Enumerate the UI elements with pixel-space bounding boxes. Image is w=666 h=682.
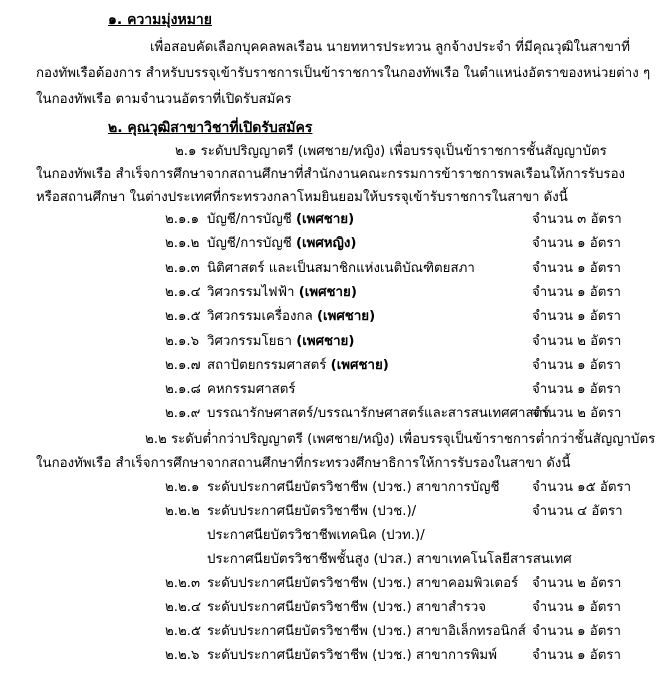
item-name: บัญชี/การบัญชี xyxy=(207,212,292,227)
item-amount: จำนวน ๓ อัตรา xyxy=(532,212,622,227)
item-amount: จำนวน ๑ อัตรา xyxy=(532,600,622,615)
item-name: ระดับประกาศนียบัตรวิชาชีพ (ปวช.) สาขาการบัญชี xyxy=(207,480,500,495)
item-number: ๒.๒.๔ xyxy=(165,600,202,615)
item-name: วิศวกรรมไฟฟ้า xyxy=(207,284,295,300)
section-1-title: ๑. ความมุ่งหมาย xyxy=(108,12,212,28)
item-label xyxy=(207,404,549,424)
item-label xyxy=(207,307,375,327)
item-number: ๒.๑.๔ xyxy=(165,284,201,300)
item-label xyxy=(207,526,425,546)
item-gender-note: (เพศหญิง) xyxy=(295,236,357,252)
section-2-1-line-2: ในกองทัพเรือ สำเร็จการศึกษาจากสถานศึกษาที่สำนักงานคณะกรรมการข้าราชการพลเรือนให้การรับรอง xyxy=(36,167,626,182)
item-name: วิศวกรรมโยธา xyxy=(207,333,292,349)
section-1-para-line-1: เพื่อสอบคัดเลือกบุคคลพลเรือน นายทหารประทวน ลูกจ้างประจำ ที่มีคุณวุฒิในสาขาที่ xyxy=(150,40,631,55)
item-label xyxy=(207,283,357,303)
item-gender-note: (เพศชาย) xyxy=(296,333,355,349)
item-gender-note: (เพศชาย) xyxy=(295,212,355,227)
item-name: บรรณารักษศาสตร์/บรรณารักษศาสตร์และสารสนเทศศาสตร์ xyxy=(207,406,550,422)
item-label xyxy=(207,622,526,642)
item-number: ๒.๑.๘ xyxy=(165,382,201,398)
item-amount: จำนวน ๑ อัตรา xyxy=(532,624,622,639)
item-label xyxy=(207,210,354,230)
item-name: ระดับประกาศนียบัตรวิชาชีพ (ปวช.) สาขาอิเล็กทรอนิกส์ xyxy=(207,624,526,639)
item-amount: จำนวน ๒ อัตรา xyxy=(532,576,622,591)
item-label xyxy=(207,356,389,376)
item-amount: จำนวน ๒ อัตรา xyxy=(532,333,622,349)
item-label xyxy=(207,478,499,498)
item-gender-note: (เพศชาย) xyxy=(316,309,376,325)
item-number: ๒.๒.๑ xyxy=(165,480,200,495)
section-2-title: ๒. คุณวุฒิสาขาวิชาที่เปิดรับสมัคร xyxy=(108,120,313,136)
item-name: นิติศาสตร์ และเป็นสมาชิกแห่งเนติบัณฑิตยสภา xyxy=(207,260,475,276)
item-amount: จำนวน ๒ อัตรา xyxy=(532,406,622,422)
item-name: ระดับประกาศนียบัตรวิชาชีพ (ปวช.) สาขาการพิมพ์ xyxy=(207,648,497,663)
section-1-para-line-3: ในกองทัพเรือ ตามจำนวนอัตราที่เปิดรับสมัคร xyxy=(36,92,292,107)
item-label xyxy=(207,380,296,400)
section-2-2-line-2: ในกองทัพเรือ สำเร็จการศึกษาจากสถานศึกษาที่กระทรวงศึกษาธิการให้การรับรองในสาขา ดังนี้ xyxy=(36,456,571,471)
item-number: ๒.๑.๑ xyxy=(165,212,200,227)
item-name: วิศวกรรมเครื่องกล xyxy=(207,309,313,325)
item-name: ประกาศนียบัตรวิชาชีพชั้นสูง (ปวส.) สาขาเทคโนโลยีสารสนเทศ xyxy=(207,552,572,567)
item-label xyxy=(207,550,572,570)
item-name: ประกาศนียบัตรวิชาชีพเทคนิค (ปวท.)/ xyxy=(207,528,425,543)
item-amount: จำนวน ๔ อัตรา xyxy=(532,504,623,519)
item-label xyxy=(207,332,354,352)
item-label xyxy=(207,259,475,279)
item-label xyxy=(207,234,356,254)
item-amount: จำนวน ๑๕ อัตรา xyxy=(532,480,632,495)
item-amount: จำนวน ๑ อัตรา xyxy=(532,236,622,252)
section-2-1-line-3: หรือสถานศึกษา ในต่างประเทศที่กระทรวงกลาโหมยินยอมให้บรรจุเข้ารับราชการในสาขา ดังนี้ xyxy=(36,190,568,205)
section-1-para-line-2: กองทัพเรือต้องการ สำหรับบรรจุเข้ารับราชการเป็นข้าราชการในกองทัพเรือ ในตำแหน่งอัตราของหน่วยต่าง ๆ xyxy=(36,66,651,81)
item-number: ๒.๑.๖ xyxy=(165,333,200,349)
item-name: ระดับประกาศนียบัตรวิชาชีพ (ปวช.) สาขาคอมพิวเตอร์ xyxy=(207,576,519,591)
item-label xyxy=(207,646,497,666)
item-amount: จำนวน ๑ อัตรา xyxy=(532,648,622,663)
item-number: ๒.๒.๓ xyxy=(165,576,201,591)
section-2-2-heading: ๒.๒ ระดับต่ำกว่าปริญญาตรี (เพศชาย/หญิง) เพื่อบรรจุเป็นข้าราชการต่ำกว่าชั้นสัญญาบัตร xyxy=(145,432,656,447)
item-amount: จำนวน ๑ อัตรา xyxy=(532,357,622,373)
item-amount: จำนวน ๑ อัตรา xyxy=(532,260,622,276)
item-number: ๒.๒.๕ xyxy=(165,624,202,639)
item-gender-note: (เพศชาย) xyxy=(330,357,389,373)
item-name: ระดับประกาศนียบัตรวิชาชีพ (ปวช.)/ xyxy=(207,504,417,519)
item-number: ๒.๑.๗ xyxy=(165,357,201,373)
item-name: ระดับประกาศนียบัตรวิชาชีพ (ปวช.) สาขาสำรวจ xyxy=(207,600,486,615)
item-label xyxy=(207,502,416,522)
item-number: ๒.๑.๓ xyxy=(165,260,200,276)
item-number: ๒.๒.๒ xyxy=(165,504,200,519)
item-name: คหกรรมศาสตร์ xyxy=(207,382,296,398)
item-label xyxy=(207,574,518,594)
item-name: บัญชี/การบัญชี xyxy=(207,236,292,252)
item-amount: จำนวน ๑ อัตรา xyxy=(532,284,622,300)
item-number: ๒.๑.๒ xyxy=(165,236,200,252)
item-name: สถาปัตยกรรมศาสตร์ xyxy=(207,357,327,373)
item-amount: จำนวน ๑ อัตรา xyxy=(532,309,622,325)
item-label xyxy=(207,598,486,618)
section-2-1-heading: ๒.๑ ระดับปริญญาตรี (เพศชาย/หญิง) เพื่อบรรจุเป็นข้าราชการชั้นสัญญาบัตร xyxy=(175,144,607,159)
item-number: ๒.๑.๕ xyxy=(165,309,201,325)
item-amount: จำนวน ๑ อัตรา xyxy=(532,382,622,398)
item-number: ๒.๑.๙ xyxy=(165,406,201,422)
item-number: ๒.๒.๖ xyxy=(165,648,200,663)
item-gender-note: (เพศชาย) xyxy=(298,284,357,300)
